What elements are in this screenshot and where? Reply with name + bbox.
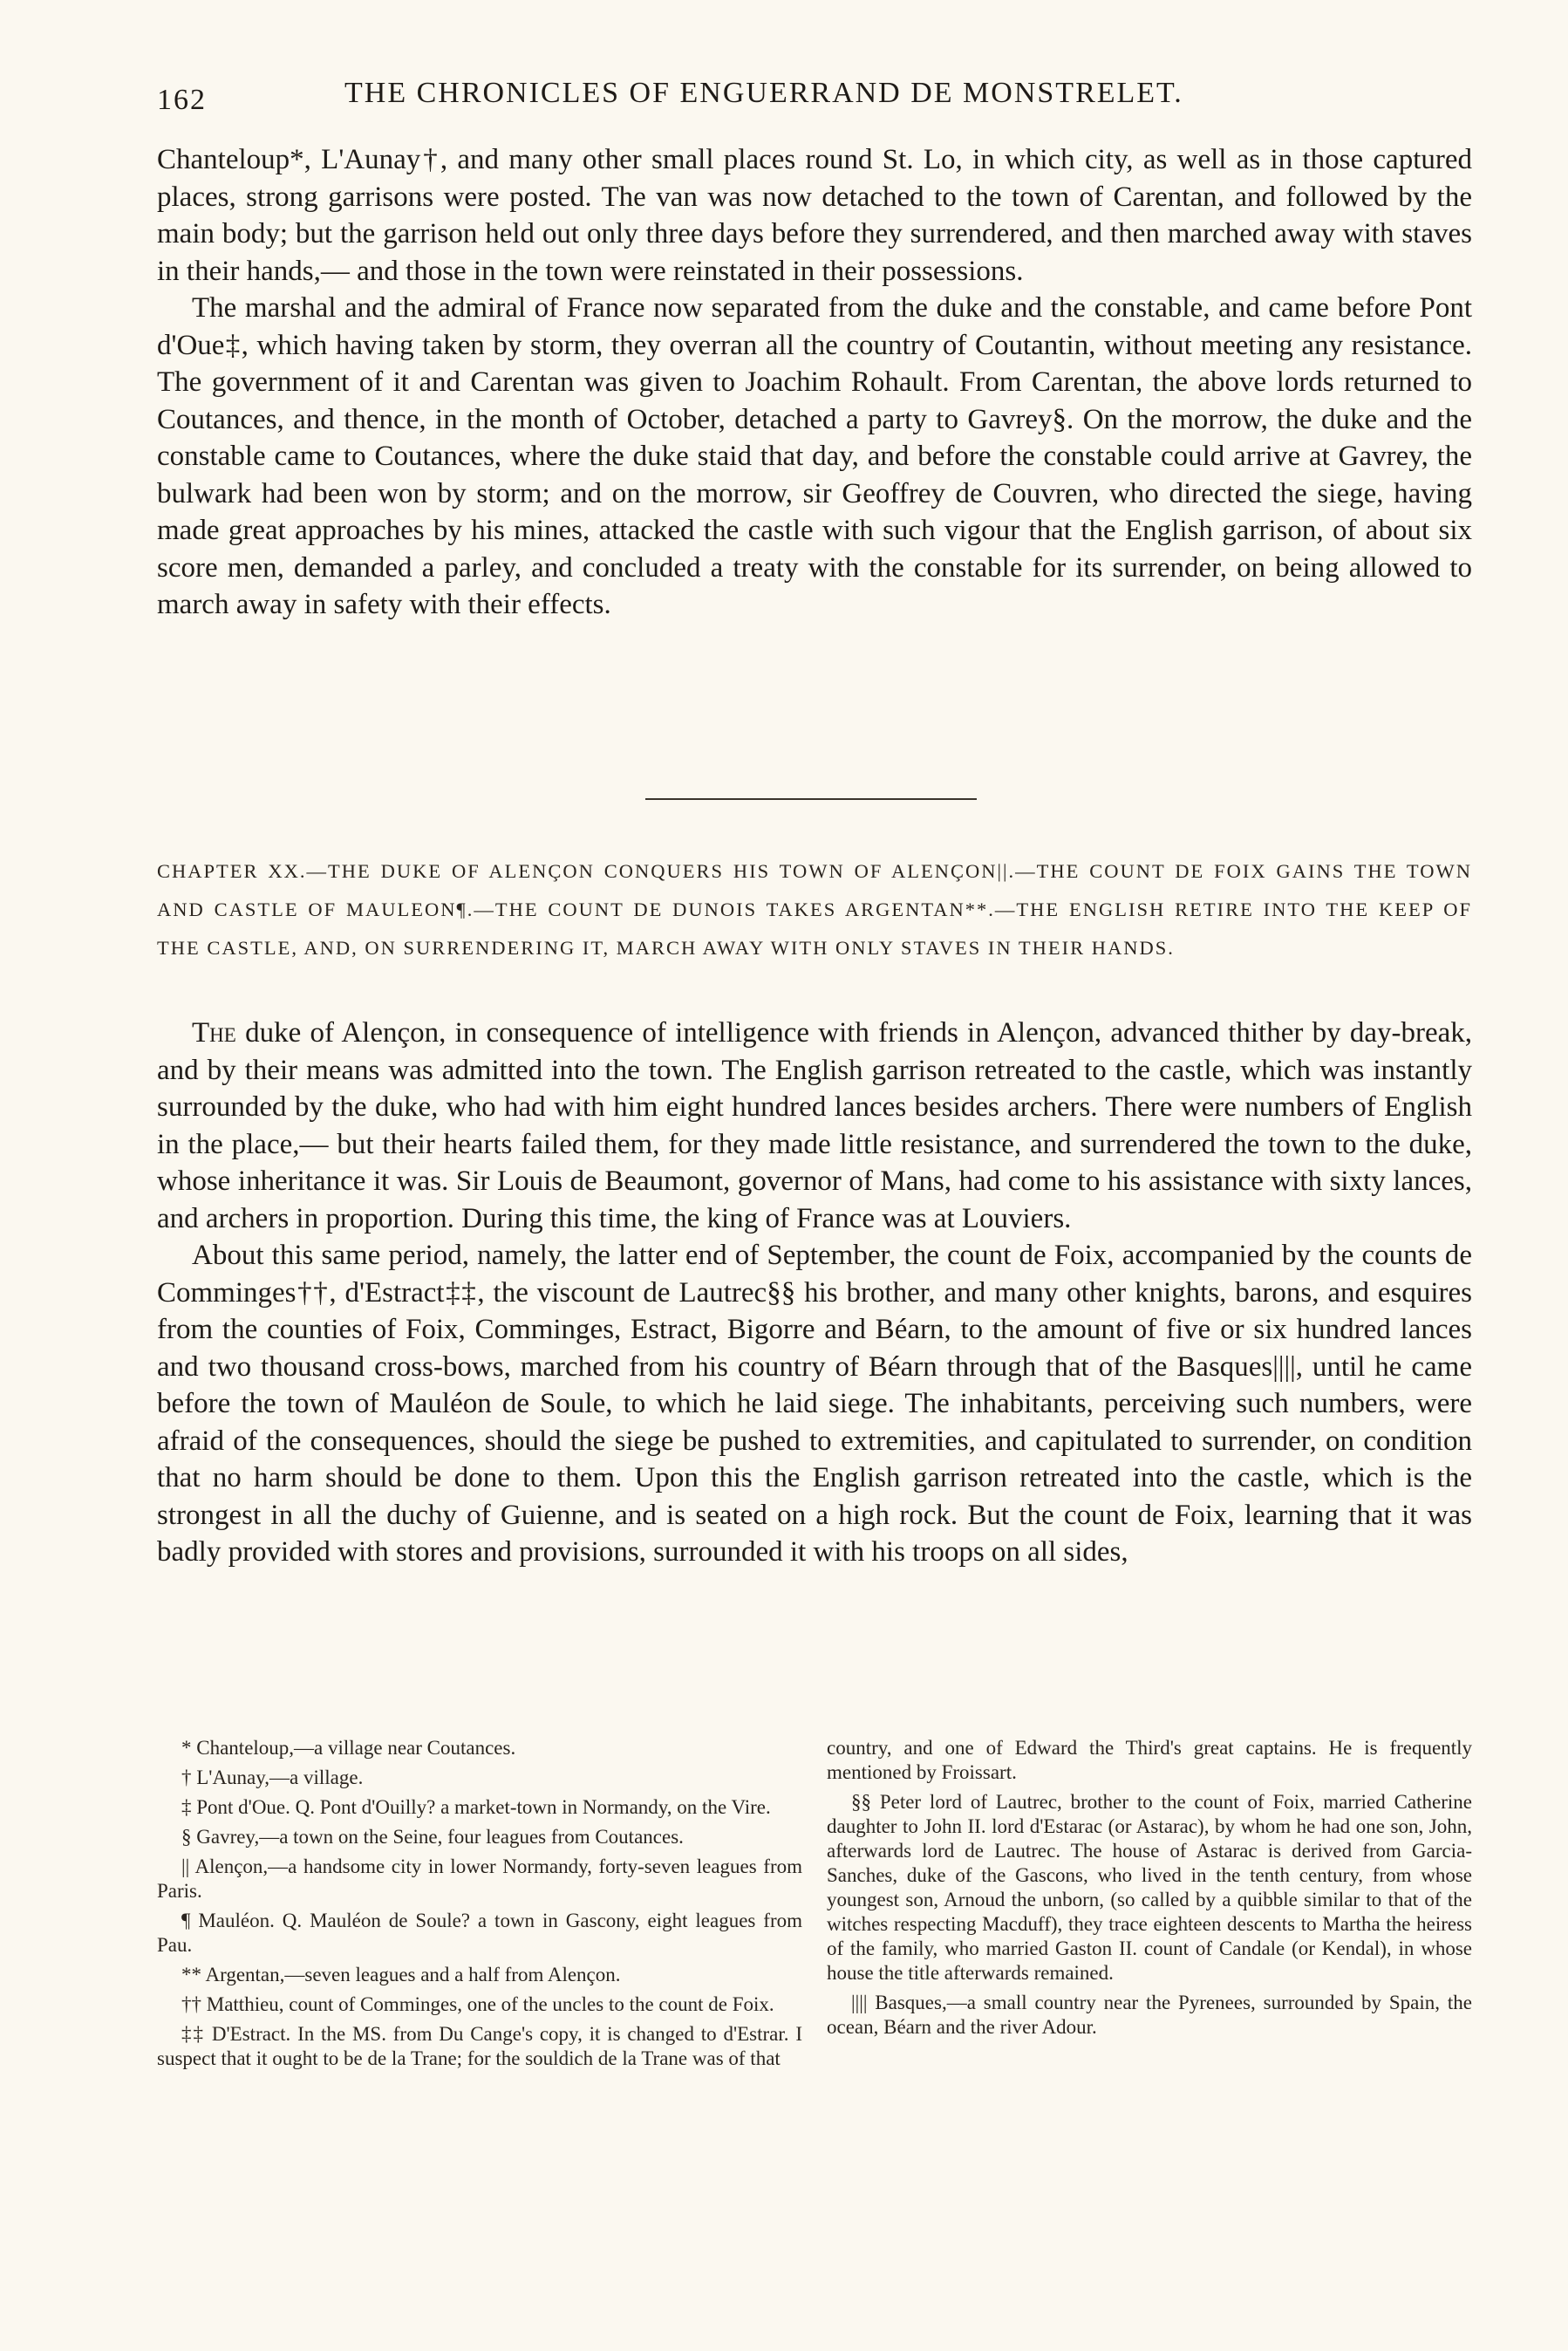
footnote-continuation: country, and one of Edward the Third's great captains. He is frequently mentioned by Froissart.: [827, 1737, 1472, 1783]
body-text-chapter: [157, 1015, 1472, 1571]
lead-word: The: [192, 1017, 236, 1049]
footnote: || Alençon,—a handsome city in lower Normandy, forty-seven leagues from Paris.: [157, 1856, 802, 1902]
footnotes-right-column: [827, 1736, 1472, 2040]
paragraph: [157, 1015, 1472, 1237]
paragraph: The marshal and the admiral of France now separated from the duke and the constable, and came before Pont d'Oue‡, which having taken by storm, they overran all the country of Coutantin, without meeting any resistance. The government of it and Carentan was given to Joachim Rohault. From Carentan, the above lords returned to Coutances, and thence, in the month of October, detached a party to Gavrey§. On the morrow, the duke and the constable came to Coutances, where the duke staid that day, and before the constable could arrive at Gavrey, the bulwark had been won by storm; and on the morrow, sir Geoffrey de Couvren, who directed the siege, having made great approaches by his mines, attacked the castle with such vigour that the English garrison, of about six score men, demanded a parley, and concluded a treaty with the constable for its surrender, on being allowed to march away in safety with their effects.: [157, 292, 1472, 620]
running-header: [157, 72, 1465, 124]
section-divider: [645, 798, 977, 800]
footnote: |||| Basques,—a small country near the Pyrenees, surrounded by Spain, the ocean, Béarn and the river Adour.: [827, 1992, 1472, 2038]
chapter-heading: CHAPTER XX.—THE DUKE OF ALENÇON CONQUERS HIS TOWN OF ALENÇON||.—THE COUNT DE FOIX GAINS THE TOWN AND CASTLE OF MAULEON¶.—THE COUNT DE DUNOIS TAKES ARGENTAN**.—THE ENGLISH RETIRE INTO THE KEEP OF THE CASTLE, AND, ON SURRENDERING IT, MARCH AWAY WITH ONLY STAVES IN THEIR HANDS.: [157, 860, 1472, 959]
paragraph: About this same period, namely, the latter end of September, the count de Foix, accompanied by the counts de Comminges††, d'Estract‡‡, the viscount de Lautrec§§ his brother, and many other knights, barons, and esquires from the counties of Foix, Comminges, Estract, Bigorre and Béarn, to the amount of five or six hundred lances and two thousand cross-bows, marched from his country of Béarn through that of the Basques||||, until he came before the town of Mauléon de Soule, to which he laid siege. The inhabitants, perceiving such numbers, were afraid of the consequences, should the siege be pushed to extremities, and capitulated to surrender, on condition that no harm should be done to them. Upon this the English garrison retreated into the castle, which is the strongest in all the duchy of Guienne, and is seated on a high rock. But the count de Foix, learning that it was badly provided with stores and provisions, surrounded it with his troops on all sides,: [157, 1240, 1472, 1568]
footnote: * Chanteloup,—a village near Coutances.: [181, 1737, 516, 1759]
paragraph-text: duke of Alençon, in consequence of intelligence with friends in Alençon, advanced thither by day-break, and by their means was admitted into the town. The English garrison retreated to the castle, which was instantly surrounded by the duke, who had with him eight hundred lances besides archers. There were numbers of English in the place,— but their hearts failed them, for they made little resistance, and surrendered the town to the duke, whose inheritance it was. Sir Louis de Beaumont, governor of Mans, had come to his assistance with sixty lances, and archers in proportion. During this time, the king of France was at Louviers.: [157, 1017, 1472, 1234]
footnote: ** Argentan,—seven leagues and a half from Alençon.: [181, 1964, 621, 1985]
footnote: ‡‡ D'Estract. In the MS. from Du Cange's copy, it is changed to d'Estrar. I suspect that it ought to be de la Trane; for the souldich de la Trane was of that: [157, 2023, 802, 2069]
footnote: † L'Aunay,—a village.: [181, 1767, 364, 1788]
body-text-top: [157, 141, 1472, 624]
footnotes-left-column: [157, 1736, 802, 2071]
paragraph: Chanteloup*, L'Aunay†, and many other small places round St. Lo, in which city, as well as in those captured places, strong garrisons were posted. The van was now detached to the town of Carentan, and followed by the main body; but the garrison held out only three days before they surrendered, and then marched away with staves in their hands,— and those in the town were reinstated in their possessions.: [157, 144, 1472, 287]
footnote: †† Matthieu, count of Comminges, one of the uncles to the count de Foix.: [181, 1993, 774, 2015]
running-title: THE CHRONICLES OF ENGUERRAND DE MONSTRELET.: [344, 77, 1183, 109]
page-number: 162: [157, 84, 207, 116]
footnote: § Gavrey,—a town on the Seine, four leagues from Coutances.: [181, 1826, 684, 1848]
footnote: §§ Peter lord of Lautrec, brother to the count of Foix, married Catherine daughter to John II. lord d'Estarac (or Astarac), by whom he had one son, John, afterwards lord de Lautrec. The house of Astarac is derived from Garcia-Sanches, duke of the Gascons, who lived in the tenth century, from whose youngest son, Arnoud the unborn, (so called by a quibble similar to that of the witches respecting Macduff), they trace eighteen descents to Martha the heiress of the family, who married Gaston II. count of Candale (or Kendal), in whose house the title afterwards remained.: [827, 1791, 1472, 1984]
footnote: ¶ Mauléon. Q. Mauléon de Soule? a town in Gascony, eight leagues from Pau.: [157, 1910, 802, 1956]
footnote: ‡ Pont d'Oue. Q. Pont d'Ouilly? a market-town in Normandy, on the Vire.: [181, 1796, 771, 1818]
